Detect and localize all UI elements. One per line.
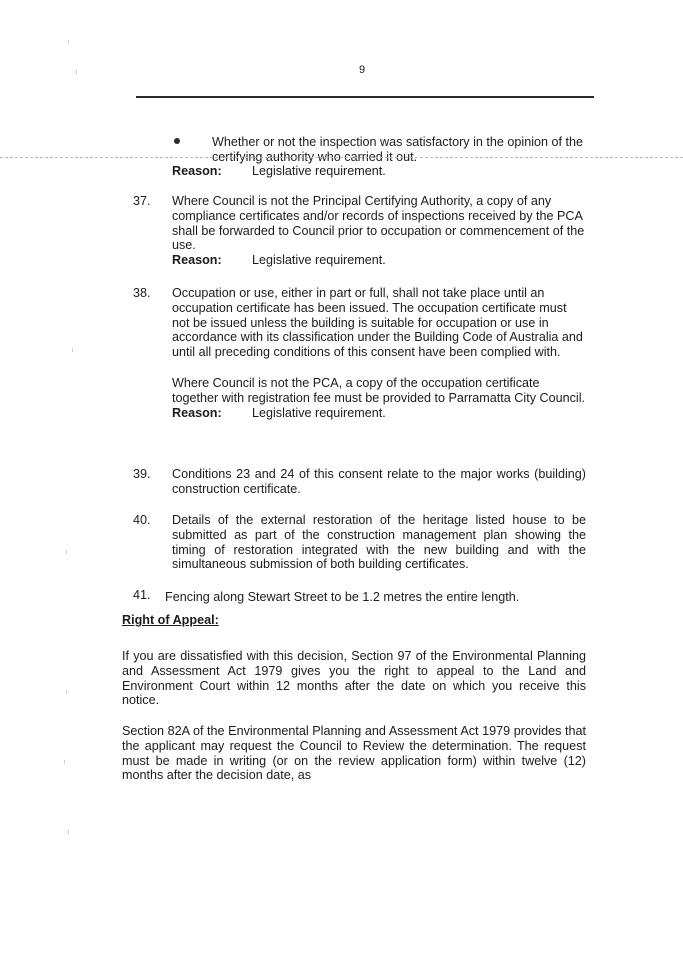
condition-item-40 (172, 513, 586, 572)
condition-item-39 (172, 467, 586, 497)
condition-item-37 (172, 194, 586, 268)
bullet-item (212, 135, 592, 165)
reason-text: Legislative requirement. (252, 253, 386, 268)
item-number: 41. (133, 588, 151, 602)
scan-speck (66, 550, 67, 554)
item-number: 38. (133, 286, 151, 300)
item-number: 40. (133, 513, 151, 527)
reason-text: Legislative requirement. (252, 405, 386, 420)
scan-artifact-line (0, 157, 683, 158)
scan-speck (64, 760, 65, 764)
reason-label: Reason: (172, 253, 222, 268)
section-heading: Right of Appeal: (122, 613, 219, 627)
bullet-marker (174, 138, 180, 144)
bullet-reason (172, 164, 386, 179)
reason-label: Reason: (172, 405, 222, 420)
scan-speck (72, 348, 73, 352)
reason-text: Legislative requirement. (252, 164, 386, 178)
paragraph-text: If you are dissatisfied with this decision, Section 97 of the Environmental Planning and Assessment Act 1979 gives you the right to appeal to the Land and Environment Court within 12 months after the date on which you receive this notice. (122, 649, 586, 708)
item-text-continued: Where Council is not the PCA, a copy of the occupation certificate together with registration fee must be provided to Parramatta City Council. (172, 375, 585, 405)
item-number: 37. (133, 194, 151, 208)
item-text: Where Council is not the Principal Certifying Authority, a copy of any compliance certificates and/or records of inspections received by the PCA shall be forwarded to Council prior to occupation or commencement of the use. (172, 194, 585, 253)
scan-speck (68, 40, 69, 44)
appeal-paragraph-1 (122, 649, 586, 708)
header-rule (136, 96, 594, 98)
item-text: Conditions 23 and 24 of this consent relate to the major works (building) construction certificate. (172, 467, 586, 496)
item-text: Details of the external restoration of the heritage listed house to be submitted as part of the construction management plan showing the timing of restoration integrated with the new building and with the simultaneous submission of both building certificates. (172, 513, 586, 572)
item-number: 39. (133, 467, 151, 481)
scan-speck (66, 690, 67, 694)
page-number: 9 (358, 64, 366, 76)
paragraph-text: Section 82A of the Environmental Planning and Assessment Act 1979 provides that the applicant may request the Council to Review the determination. The request must be made in writing (or on the review application form) within twelve (12) months after the decision date, as (122, 724, 586, 783)
item-text: Occupation or use, either in part or full, shall not take place until an occupation certificate has been issued. The occupation certificate must not be issued unless the building is suitable for occupation or use in accordance with its classification under the Building Code of Australia and until all preceding conditions of this consent have been complied with. (172, 286, 583, 360)
item-text: Fencing along Stewart Street to be 1.2 metres the entire length. (165, 590, 520, 604)
condition-item-38 (172, 286, 586, 420)
appeal-paragraph-2 (122, 724, 586, 783)
bullet-text: Whether or not the inspection was satisfactory in the opinion of the certifying authority who carried it out. (212, 135, 584, 164)
scan-speck (76, 70, 77, 74)
condition-item-41 (165, 590, 579, 605)
scan-speck (68, 830, 69, 834)
reason-label: Reason: (172, 164, 222, 178)
